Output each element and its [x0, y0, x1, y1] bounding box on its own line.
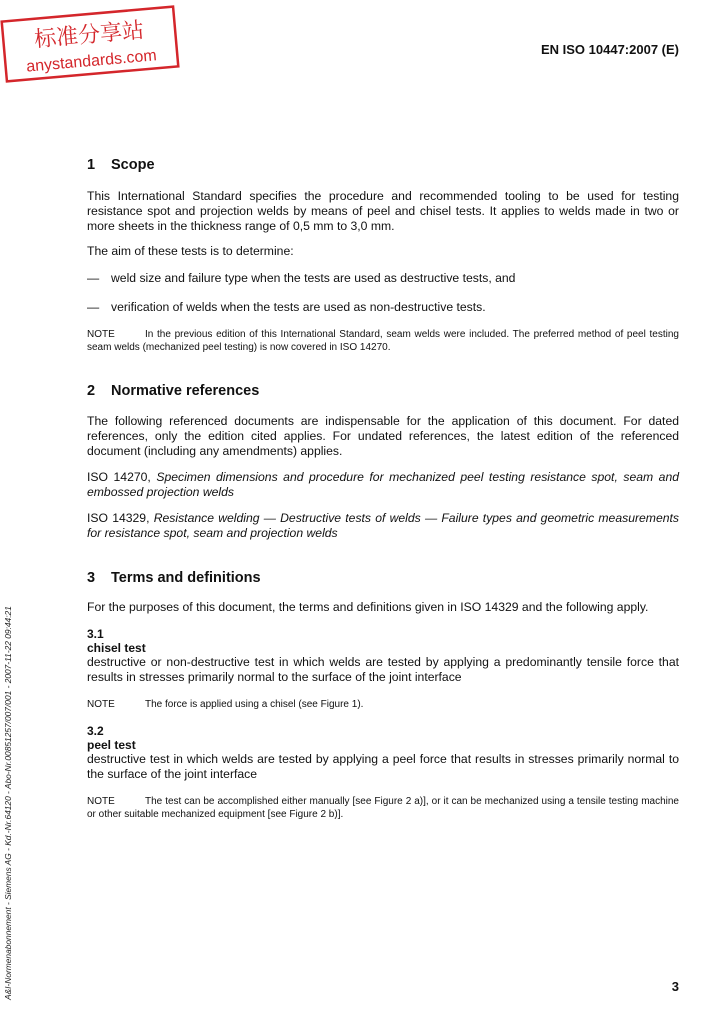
page-content — [87, 157, 679, 821]
section-heading-terms — [87, 570, 679, 586]
section-heading-scope — [87, 157, 679, 173]
note-text: In the previous edition of this International Standard, seam welds were included. The preferred method of peel testing seam welds (mechanized peel testing) is now covered in ISO 14270. — [87, 329, 679, 353]
reference-code: ISO 14270, — [87, 470, 151, 484]
term-entry-3-1 — [87, 627, 679, 711]
note — [87, 698, 679, 711]
reference-code: ISO 14329, — [87, 511, 150, 525]
term-definition: destructive or non-destructive test in which welds are tested by applying a predominantly tensile force that results in stresses primarily normal to the surface of the joint interface — [87, 655, 679, 684]
dash-marker: — — [87, 300, 100, 314]
reference-iso-14270 — [87, 470, 679, 500]
note-text: The force is applied using a chisel (see Figure 1). — [145, 699, 364, 710]
term-name: chisel test — [87, 641, 146, 655]
list-item-text: verification of welds when the tests are used as non-destructive tests. — [111, 300, 486, 314]
section-title: Normative references — [111, 383, 260, 399]
note-label: NOTE — [87, 796, 115, 807]
watermark-logo — [0, 4, 180, 83]
note-text: The test can be accomplished either manually [see Figure 2 a)], or it can be mechanized using a tensile testing machine or other suitable mechanized equipment [see Figure 2 b)]. — [87, 796, 679, 820]
note-label: NOTE — [87, 699, 115, 710]
section-number: 3 — [87, 570, 96, 586]
term-number: 3.2 — [87, 724, 104, 738]
term-name: peel test — [87, 738, 136, 752]
paragraph: The aim of these tests is to determine: — [87, 244, 294, 258]
watermark-line2: anystandards.com — [25, 47, 158, 76]
paragraph: The following referenced documents are indispensable for the application of this document. For dated references, only the edition cited applies. For undated references, the latest edition of the referenced document (including any amendments) applies. — [87, 414, 679, 458]
section-title: Terms and definitions — [111, 570, 261, 586]
watermark-line1: 标准分享站 — [33, 18, 146, 53]
reference-title: Resistance welding — Destructive tests of welds — Failure types and geometric measurements for resistance spot, seam and projection welds — [87, 511, 679, 540]
section-title: Scope — [111, 157, 155, 173]
list-item — [87, 271, 679, 286]
section-number: 2 — [87, 383, 96, 399]
reference-iso-14329 — [87, 511, 679, 541]
note — [87, 795, 679, 821]
note-label: NOTE — [87, 329, 115, 340]
term-definition: destructive test in which welds are tested by applying a peel force that results in stresses primarily normal to the surface of the joint interface — [87, 752, 679, 781]
standard-code: EN ISO 10447:2007 (E) — [540, 42, 679, 57]
section-number: 1 — [87, 157, 96, 173]
reference-title: Specimen dimensions and procedure for mechanized peel testing resistance spot, seam and embossed projection welds — [87, 470, 679, 499]
paragraph: For the purposes of this document, the terms and definitions given in ISO 14329 and the following apply. — [87, 600, 649, 614]
term-entry-3-2 — [87, 724, 679, 821]
section-heading-normative — [87, 383, 679, 399]
dash-marker: — — [87, 271, 100, 285]
paragraph: This International Standard specifies the procedure and recommended tooling to be used for testing resistance spot and projection welds by means of peel and chisel tests. It applies to welds made in two or more sheets in the thickness range of 0,5 mm to 3,0 mm. — [87, 189, 679, 233]
side-note: A&I-Normenabonnement - Siemens AG - Kd.-Nr.64120 - Abo-Nr.00851257/007/001 - 2007-11-22 09:44:21 — [3, 606, 13, 1000]
note — [87, 328, 679, 354]
page-number: 3 — [671, 979, 679, 994]
watermark-stamp — [0, 4, 180, 83]
list-item-text: weld size and failure type when the tests are used as destructive tests, and — [111, 271, 516, 285]
term-number: 3.1 — [87, 627, 104, 641]
list-item — [87, 300, 679, 315]
